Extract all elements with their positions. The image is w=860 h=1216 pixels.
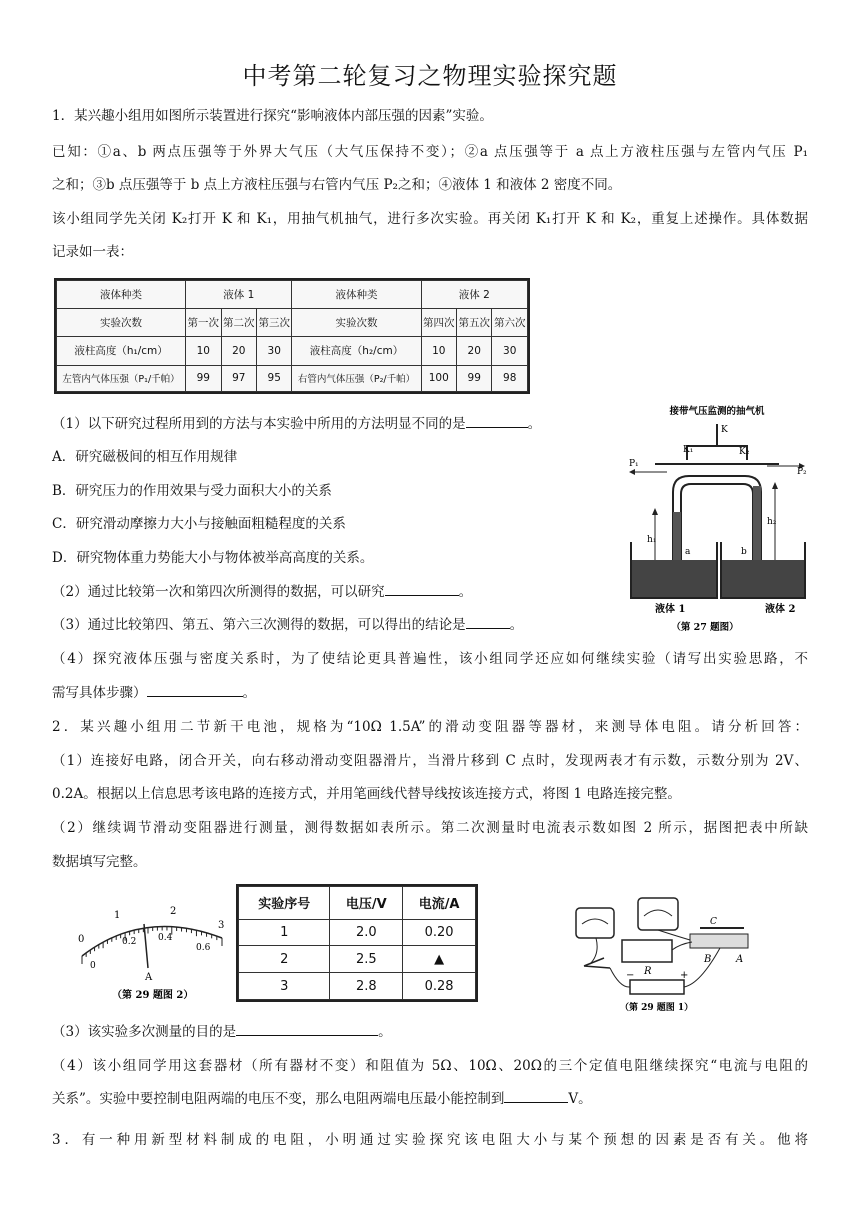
- t2-cell: 2.8: [330, 973, 403, 1000]
- t2-cell: 2.0: [330, 919, 403, 946]
- t1-cell: 左管内气体压强（P₁/千帕）: [57, 365, 186, 391]
- ammeter-icon: [638, 898, 678, 930]
- t1-cell: 95: [257, 365, 292, 391]
- q1-part4-end: [52, 681, 256, 701]
- t2-missing-cell: ▲: [403, 946, 476, 973]
- q1-part3-end: 。: [509, 617, 524, 633]
- q1-part2: [52, 580, 472, 600]
- q1-data-table: [54, 278, 530, 394]
- t2-header: 实验序号: [239, 887, 330, 920]
- q1-procedure-end: 记录如一表：: [52, 244, 133, 260]
- q2-part3: [52, 1020, 392, 1040]
- answer-blank[interactable]: [466, 616, 510, 629]
- t1-cell: 第二次: [221, 309, 256, 337]
- q2-part1: （1）连接好电路，闭合开关，向右移动滑动变阻器滑片，当滑片移到 C 点时，发现两表才有示数，示数分别为 2V、: [52, 753, 808, 769]
- page-title: 中考第二轮复习之物理实验探究题: [242, 62, 618, 90]
- t1-cell: 液柱高度（h₁/cm）: [57, 337, 186, 365]
- t1-cell: 右管内气体压强（P₂/千帕）: [292, 365, 421, 391]
- q1-part4-text: 需写具体步骤）: [52, 685, 147, 701]
- switch-icon: [584, 958, 610, 968]
- fig27-p2: P₂: [797, 467, 807, 477]
- q2-part4-end: [52, 1087, 592, 1107]
- q1-option-a: A．研究磁极间的相互作用规律: [52, 449, 238, 465]
- u-tube-apparatus-figure: [625, 402, 810, 638]
- answer-blank[interactable]: [236, 1023, 378, 1036]
- q1-known-2: 之和；③b 点压强等于 b 点上方液柱压强与右管内气压 P₂之和；④液体 1 和液体 2 密度不同。: [52, 177, 622, 193]
- t1-cell: 液体 1: [186, 281, 292, 309]
- q1-part2-end: 。: [458, 584, 473, 600]
- t1-cell: 液体种类: [57, 281, 186, 309]
- resistor-icon: [622, 940, 672, 962]
- t1-cell: 实验次数: [57, 309, 186, 337]
- circuit-plus: +: [680, 970, 689, 981]
- scale-bottom-0: 0: [90, 961, 96, 971]
- q2-intro: 2．某兴趣小组用二节新干电池，规格为“10Ω 1.5A”的滑动变阻器等器材，来测导体电阻。请分析回答：: [52, 719, 808, 735]
- t2-cell: 2.5: [330, 946, 403, 973]
- ammeter-scale-figure: [52, 898, 237, 1006]
- answer-blank[interactable]: [385, 583, 459, 596]
- ammeter-needle: [144, 924, 148, 968]
- circuit-b-label: B: [704, 954, 712, 965]
- fig27-h1: h₁: [647, 535, 657, 545]
- voltmeter-icon: [576, 908, 614, 938]
- circuit-figure: [570, 884, 760, 1016]
- fig27-k2: K₂: [739, 447, 750, 457]
- scale-top-3: 3: [218, 920, 225, 931]
- q2-part3-text: （3）该实验多次测量的目的是: [52, 1024, 237, 1040]
- t2-cell: 0.20: [403, 919, 476, 946]
- fig27-k: K: [721, 425, 728, 435]
- fig27-p1: P₁: [629, 459, 639, 469]
- q1-part2-text: （2）通过比较第一次和第四次所测得的数据，可以研究: [52, 584, 385, 600]
- t1-cell: 97: [221, 365, 256, 391]
- scale-top-1: 1: [114, 910, 121, 921]
- q2-part2: （2）继续调节滑动变阻器进行测量，测得数据如表所示。第二次测量时电流表示数如图 2 所示，据图把表中所缺: [52, 820, 808, 836]
- scale-bottom-3: 0.6: [196, 943, 211, 953]
- fig27-liquid1: [632, 560, 716, 597]
- q2-part4: （4）该小组同学用这套器材（所有器材不变）和阻值为 5Ω、10Ω、20Ω的三个定值电阻继续探究“电流与电阻的: [52, 1058, 808, 1074]
- fig27-caption: （第 27 题图）: [671, 622, 739, 633]
- fig27-h2: h₂: [767, 517, 777, 527]
- rheostat-icon: [690, 934, 748, 948]
- fig27-b: b: [741, 547, 747, 557]
- q2-part4-text: 关系”。实验中要控制电阻两端的电压不变，那么电阻两端电压最小能控制到: [52, 1091, 505, 1107]
- fig27-liquid2: [722, 560, 804, 597]
- q1-known-1: 已知：①a、b 两点压强等于外界大气压（大气压保持不变）；②a 点压强等于 a 点上方液柱压强与左管内气压 P₁: [52, 144, 808, 160]
- t1-cell: 第一次: [186, 309, 221, 337]
- q1-part1-end: 。: [527, 416, 542, 432]
- scale-unit: A: [145, 972, 153, 983]
- scale-bottom-2: 0.4: [158, 933, 173, 943]
- q2-part1-end: 0.2A。根据以上信息思考该电路的连接方式，并用笔画线代替导线按该连接方式，将图 1 电路连接完整。: [52, 786, 681, 802]
- circuit-a-label: A: [736, 954, 744, 965]
- answer-blank[interactable]: [504, 1090, 568, 1103]
- t1-cell: 98: [492, 365, 528, 391]
- t1-cell: 20: [457, 337, 492, 365]
- t2-header: 电流/A: [403, 887, 476, 920]
- q1-part1: [52, 412, 541, 432]
- q2-part3-end: 。: [378, 1024, 392, 1040]
- t1-cell: 30: [257, 337, 292, 365]
- q2-part2-end: 数据填写完整。: [52, 854, 147, 870]
- fig27-liquid2-label: 液体 2: [765, 604, 796, 615]
- circuit-minus: −: [626, 970, 635, 981]
- t1-cell: 第三次: [257, 309, 292, 337]
- q1-option-b: B．研究压力的作用效果与受力面积大小的关系: [52, 483, 332, 499]
- t2-cell: 1: [239, 919, 330, 946]
- q1-intro: 1．某兴趣小组用如图所示装置进行探究“影响液体内部压强的因素”实验。: [52, 108, 493, 124]
- t2-cell: 0.28: [403, 973, 476, 1000]
- fig27-k1: K₁: [683, 445, 694, 455]
- answer-blank[interactable]: [147, 684, 243, 697]
- t1-cell: 10: [186, 337, 221, 365]
- fig27-top-label: 接带气压监测的抽气机: [669, 406, 765, 417]
- circuit-r-label: R: [644, 966, 652, 977]
- fig1-caption: （第 29 题图 1）: [620, 1003, 694, 1013]
- battery-icon: [630, 980, 684, 994]
- t1-cell: 99: [457, 365, 492, 391]
- t1-cell: 20: [221, 337, 256, 365]
- answer-blank[interactable]: [466, 415, 528, 428]
- scale-top-0: 0: [78, 934, 85, 945]
- fig27-a: a: [685, 547, 691, 557]
- q2-part4-unit: V。: [568, 1091, 592, 1107]
- t1-cell: 99: [186, 365, 221, 391]
- t2-cell: 3: [239, 973, 330, 1000]
- t1-cell: 第四次: [421, 309, 456, 337]
- t1-cell: 100: [421, 365, 456, 391]
- q2-data-table: [236, 884, 478, 1002]
- t1-cell: 液体 2: [421, 281, 527, 309]
- q1-option-d: D．研究物体重力势能大小与物体被举高高度的关系。: [52, 550, 374, 566]
- t2-cell: 2: [239, 946, 330, 973]
- q1-part3: [52, 613, 523, 633]
- q3-intro: 3．有一种用新型材料制成的电阻，小明通过实验探究该电阻大小与某个预想的因素是否有关。他将: [52, 1132, 808, 1148]
- t2-header: 电压/V: [330, 887, 403, 920]
- q1-part4: （4）探究液体压强与密度关系时，为了使结论更具普遍性，该小组同学还应如何继续实验（请写出实验思路，不: [52, 651, 808, 667]
- scale-bottom-1: 0.2: [122, 937, 137, 947]
- t1-cell: 液体种类: [292, 281, 421, 309]
- t1-cell: 实验次数: [292, 309, 421, 337]
- t1-cell: 第五次: [457, 309, 492, 337]
- t1-cell: 第六次: [492, 309, 528, 337]
- q1-option-c: C．研究滑动摩擦力大小与接触面粗糙程度的关系: [52, 516, 346, 532]
- q1-part1-text: （1）以下研究过程所用到的方法与本实验中所用的方法明显不同的是: [52, 416, 466, 432]
- fig2-caption: （第 29 题图 2）: [112, 990, 194, 1001]
- q1-procedure: 该小组同学先关闭 K₂打开 K 和 K₁，用抽气机抽气，进行多次实验。再关闭 K₁打开 K 和 K₂，重复上述操作。具体数据: [52, 211, 808, 227]
- t1-cell: 10: [421, 337, 456, 365]
- t1-cell: 液柱高度（h₂/cm）: [292, 337, 421, 365]
- q1-part4-period: 。: [242, 685, 256, 701]
- t1-cell: 30: [492, 337, 528, 365]
- circuit-c-label: C: [710, 917, 717, 927]
- q1-part3-text: （3）通过比较第四、第五、第六三次测得的数据，可以得出的结论是: [52, 617, 466, 633]
- scale-top-2: 2: [170, 906, 177, 917]
- fig27-liquid1-label: 液体 1: [655, 604, 686, 615]
